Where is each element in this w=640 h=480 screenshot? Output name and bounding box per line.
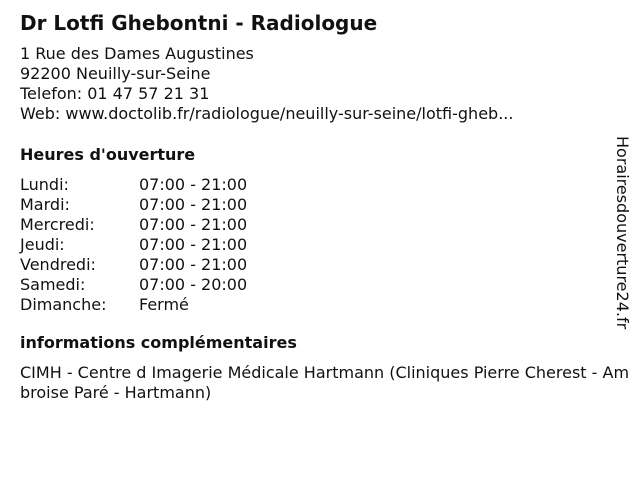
hours-heading: Heures d'ouverture bbox=[20, 145, 196, 164]
info-text: CIMH - Centre d Imagerie Médicale Hartmann (Cliniques Pierre Cherest - Ambroise Paré - Hartmann) bbox=[20, 363, 630, 402]
day-label: Samedi: bbox=[20, 275, 86, 294]
time-range: 07:00 - 21:00 bbox=[139, 235, 248, 254]
hours-row-monday bbox=[20, 175, 610, 195]
day-label: Jeudi: bbox=[20, 235, 65, 254]
day-label: Mardi: bbox=[20, 195, 70, 214]
hours-row-friday bbox=[20, 255, 610, 275]
hours-row-thursday bbox=[20, 235, 610, 255]
hours-row-saturday bbox=[20, 275, 610, 295]
time-range: 07:00 - 20:00 bbox=[139, 275, 248, 294]
address-line-1: 1 Rue des Dames Augustines bbox=[20, 44, 254, 63]
site-watermark: Horairesdouverture24.fr bbox=[613, 136, 632, 330]
address-line-2: 92200 Neuilly-sur-Seine bbox=[20, 64, 211, 83]
day-label: Vendredi: bbox=[20, 255, 96, 274]
business-title: Dr Lotfi Ghebontni - Radiologue bbox=[20, 11, 378, 35]
day-label: Dimanche: bbox=[20, 295, 107, 314]
time-range: 07:00 - 21:00 bbox=[139, 215, 248, 234]
hours-row-sunday bbox=[20, 295, 610, 315]
day-label: Lundi: bbox=[20, 175, 69, 194]
phone-number: Telefon: 01 47 57 21 31 bbox=[20, 84, 210, 103]
contact-info bbox=[20, 44, 610, 124]
time-range: 07:00 - 21:00 bbox=[139, 195, 248, 214]
time-range: 07:00 - 21:00 bbox=[139, 255, 248, 274]
time-range: 07:00 - 21:00 bbox=[139, 175, 248, 194]
time-range: Fermé bbox=[139, 295, 189, 314]
website-link[interactable]: Web: www.doctolib.fr/radiologue/neuilly-sur-seine/lotfi-gheb... bbox=[20, 104, 514, 123]
hours-row-tuesday bbox=[20, 195, 610, 215]
opening-hours-table bbox=[20, 175, 610, 315]
info-heading: informations complémentaires bbox=[20, 333, 297, 352]
day-label: Mercredi: bbox=[20, 215, 95, 234]
hours-row-wednesday bbox=[20, 215, 610, 235]
